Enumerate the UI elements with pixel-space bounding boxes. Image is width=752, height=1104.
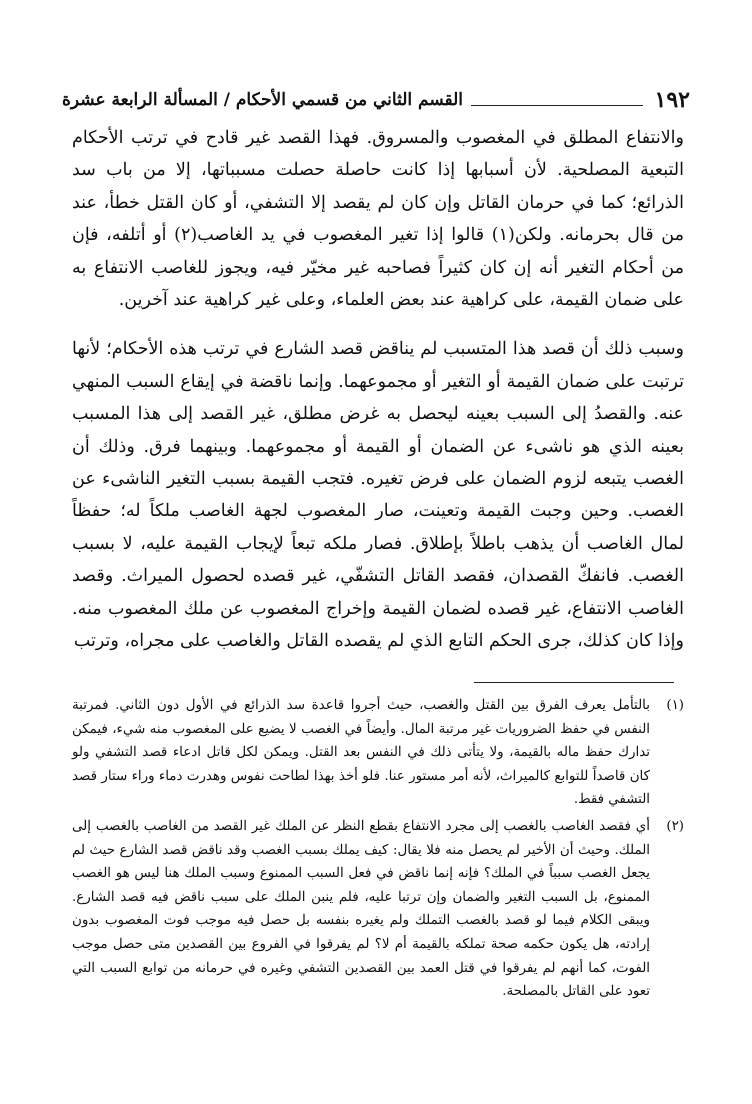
main-text	[72, 122, 684, 658]
footnote-separator	[474, 682, 674, 683]
page-header	[62, 78, 690, 112]
running-head: القسم الثاني من قسمي الأحكام / المسألة الرابعة عشرة	[62, 90, 464, 110]
body-paragraph: وسبب ذلك أن قصد هذا المتسبب لم يناقض قصد الشارع في ترتب هذه الأحكام؛ لأنها ترتبت على ضمان القيمة أو التغير أو مجموعهما. وإنما ناقضة في إيقاع السبب المنهي عنه. والقصدُ إلى السبب بعينه ليحصل به غرض مطلق، غير القصد إلى هذا المسبب بعينه الذي هو ناشىء عن الضمان أو القيمة أو مجموعهما. وبينهما فرق. وذلك أن الغصب يتبعه لزوم الضمان على فرض تغيره. فتجب القيمة بسبب التغير الناشىء عن الغصب. وحين وجبت القيمة وتعينت، صار المغصوب لجهة الغاصب ملكاً له؛ حفظاً لمال الغاصب أن يذهب باطلاً بإطلاق. فصار ملكه تبعاً لإيجاب القيمة عليه، لا بسبب الغصب. فانفكّ القصدان، فقصد القاتل التشفّي، غير قصده لحصول الميراث. وقصد الغاصب الانتفاع، غير قصده لضمان القيمة وإخراج المغصوب عن ملك المغصوب منه. وإذا كان كذلك، جرى الحكم التابع الذي لم يقصده القاتل والغاصب على مجراه، وترتب	[72, 339, 684, 652]
footnote-text: أي فقصد الغاصب بالغصب إلى مجرد الانتفاع بقطع النظر عن الملك غير القصد من الغاصب بالغصب إلى الملك. وحيث أن الأخير لم يحصل منه فلا يقال: كيف يملك بسبب الغصب وقد ناقض قصد الشارع حيث لم يجعل الغصب سبباً في الملك؟ فإنه إنما ناقض في فعل السبب الممنوع وسبب الملك هنا ليس هو الغصب الممنوع، بل السبب التغير والضمان وإن ترتبا عليه، فلم ينبن الملك على سبب ناقض فيه قصد الشارع. ويبقى الكلام فيما لو قصد بالغصب التملك ولم يغيره بنفسه بل حصل فيه موجب فوت المغصوب بدون إرادته، هل يكون حكمه صحة تملكه بالقيمة أم لا؟ لم يفرقوا في الفروع بين القصدين متى حصل موجب الفوت، كما أنهم لم يفرقوا في قتل العمد بين القصدين التشفي وغيره في حرمانه من توابع السبب التي تعود على القاتل بالمصلحة.	[72, 818, 650, 1000]
body-paragraph: والانتفاع المطلق في المغصوب والمسروق. فهذا القصد غير قادح في ترتب الأحكام التبعية المصلحية. لأن أسبابها إذا كانت حاصلة حصلت مسبباتها، إلا من باب سد الذرائع؛ كما في حرمان القاتل وإن كان لم يقصد إلا التشفي، أو كان القتل خطأ، عند من قال بحرمانه. ولكن(١) قالوا إذا تغير المغصوب في يد الغاصب(٢) أو أتلفه، فإن من أحكام التغير أنه إن كان كثيراً فصاحبه غير مخيّر فيه، ويجوز للغاصب الانتفاع به على ضمان القيمة، على كراهية عند بعض العلماء، وعلى غير كراهية عند آخرين.	[72, 128, 684, 311]
footnote-marker: (٢)	[666, 818, 684, 834]
page-number: ١٩٢	[654, 87, 690, 113]
footnote-2	[72, 815, 684, 1004]
header-rule	[471, 105, 643, 106]
footnote-1	[72, 694, 684, 812]
footnote-marker: (١)	[666, 698, 684, 713]
footnotes	[72, 694, 684, 1004]
footnote-text: بالتأمل يعرف الفرق بين القتل والغصب، حيث أجروا قاعدة سد الذرائع في الأول دون الثاني. فمرتبة النفس في حفظ الضروريات غير مرتبة المال. وأيضاً في الغصب لا يضيع على المغصوب منه شيء، فيمكن تدارك حفظ ماله بالقيمة، ولا يتأتى ذلك في النفس بعد القتل. ويمكن لكل قاتل ادعاء قصد التشفي ولو كان قاصداً للتوابع كالميراث، لأنه أمر مستور عنا. فلو أخذ بهذا لطاحت نفوس وهدرت دماء وراء ستار قصد التشفي فقط.	[72, 698, 650, 808]
